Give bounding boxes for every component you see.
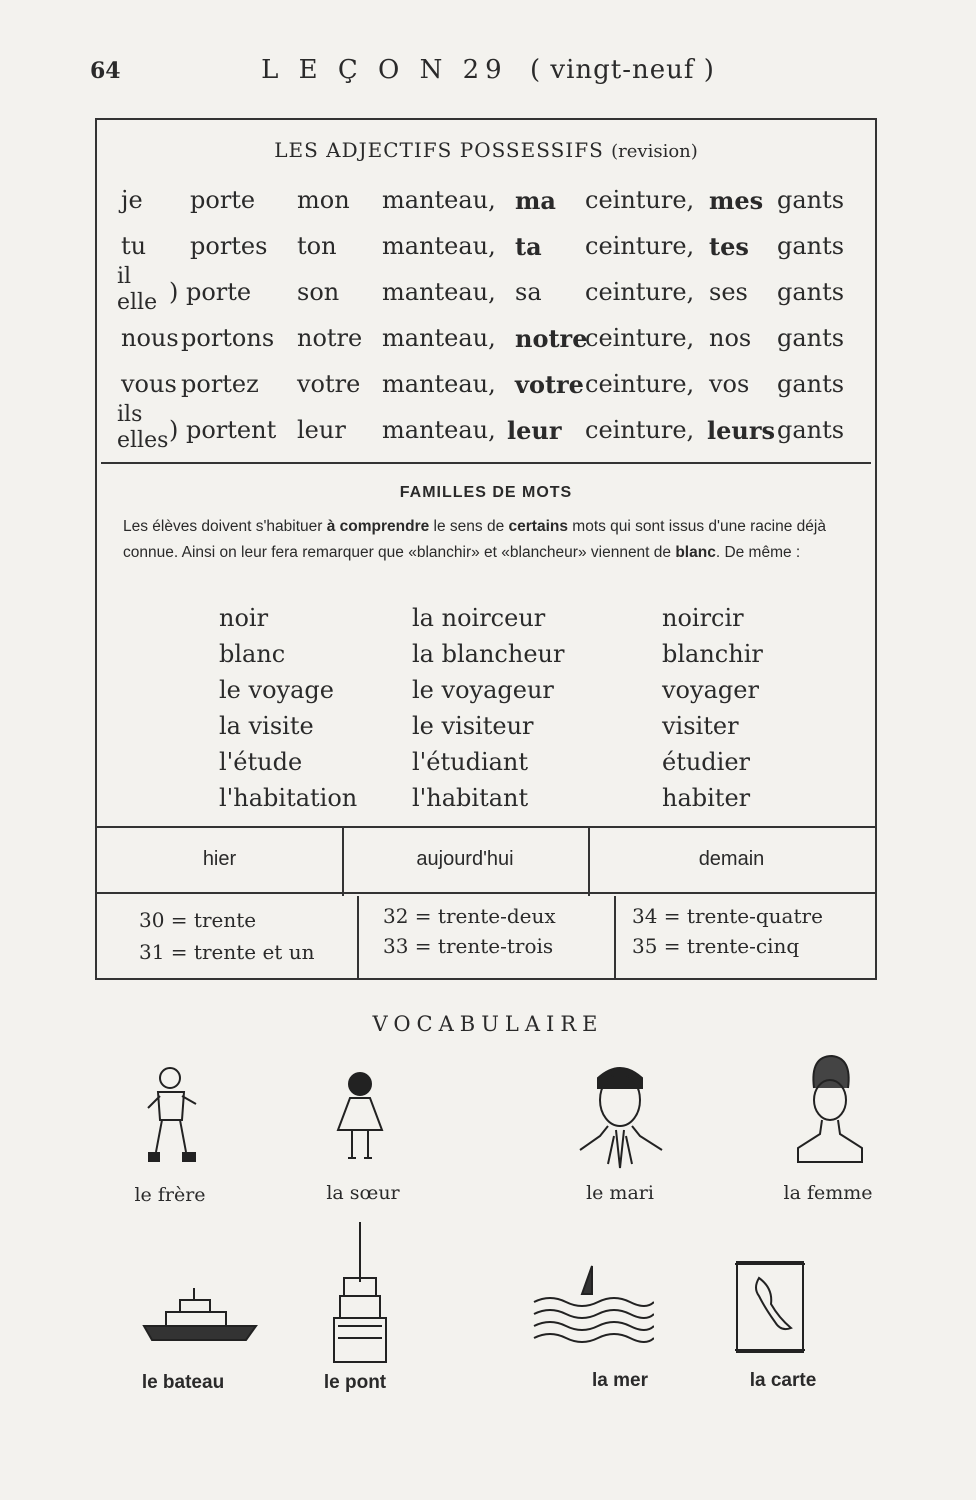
vocab-caption: le pont (323, 1372, 387, 1393)
numbers-row (97, 896, 875, 980)
famille-word: la noirceur (412, 604, 546, 632)
famille-word: le voyageur (412, 676, 554, 704)
section-divider (97, 892, 875, 894)
possessive-adjective: mes (709, 186, 764, 215)
famille-row (97, 748, 875, 784)
familles-intro (123, 514, 853, 566)
woman-illustration (790, 1052, 870, 1168)
intro-text: . De même : (715, 544, 801, 561)
days-row (97, 828, 875, 896)
pronoun: je (121, 186, 143, 214)
possessive-adjective: notre (515, 324, 588, 353)
noun: manteau, (382, 370, 496, 398)
famille-word: l'habitant (412, 784, 529, 812)
familles-title: FAMILLES DE MOTS (399, 484, 573, 501)
famille-row (97, 712, 875, 748)
verb: ) portent (169, 416, 277, 444)
number-item: 33 = trente-trois (383, 934, 554, 958)
day-aujourdhui: aujourd'hui (416, 848, 514, 870)
noun: manteau, (382, 186, 496, 214)
vocab-caption: la femme (783, 1182, 873, 1204)
possessive-adjective: ma (515, 186, 556, 215)
noun: ceinture, (585, 370, 695, 398)
possessive-adjective: ta (515, 232, 542, 261)
intro-emphasis: certains (508, 518, 568, 535)
possessif-row (97, 364, 875, 408)
famille-word: la blancheur (412, 640, 565, 668)
lesson-title-sub: ( vingt-neuf ) (529, 55, 715, 85)
possessive-adjective: vos (709, 370, 750, 398)
map-illustration (733, 1258, 807, 1358)
noun: ceinture, (585, 186, 695, 214)
noun: ceinture, (585, 232, 695, 260)
possessive-adjective: ses (709, 278, 748, 306)
noun: gants (777, 324, 845, 352)
noun: manteau, (382, 232, 496, 260)
verb: ) porte (169, 278, 252, 306)
lesson-title-main: L E Ç O N 29 (261, 55, 508, 85)
verb: portons (181, 324, 275, 352)
number-item: 30 = trente (139, 908, 257, 932)
verb: porte (190, 186, 256, 214)
vocab-caption: la mer (592, 1370, 648, 1391)
boy-illustration (132, 1062, 202, 1172)
possessive-adjective: sa (515, 278, 542, 306)
noun: ceinture, (585, 416, 695, 444)
pronoun: nous (121, 324, 179, 352)
possessive-adjective: leur (507, 416, 562, 445)
noun: manteau, (382, 416, 496, 444)
number-item: 34 = trente-quatre (632, 904, 823, 928)
possessif-row (97, 402, 875, 454)
day-demain: demain (698, 848, 765, 870)
vocab-caption: le bateau (141, 1372, 225, 1393)
possessive-adjective: leur (297, 416, 346, 444)
noun: ceinture, (585, 278, 695, 306)
vocab-caption: le mari (586, 1182, 654, 1204)
famille-word: visiter (662, 712, 739, 740)
day-hier: hier (202, 848, 237, 870)
famille-word: noircir (662, 604, 744, 632)
pronoun-pair (117, 264, 157, 316)
intro-text: le sens de (429, 518, 509, 535)
possessifs-title-note: (revision) (611, 141, 698, 162)
possessive-adjective: mon (297, 186, 350, 214)
intro-text: Les élèves doivent s'habituer (123, 518, 327, 535)
famille-word: voyager (662, 676, 759, 704)
possessive-adjective: votre (515, 370, 584, 399)
famille-word: noir (219, 604, 269, 632)
pronoun: elle (117, 290, 158, 315)
noun: gants (777, 232, 845, 260)
pronoun: tu (121, 232, 147, 260)
number-item: 31 = trente et un (139, 940, 315, 964)
noun: gants (777, 186, 845, 214)
verb: portes (190, 232, 268, 260)
pronoun: elles (117, 428, 169, 453)
section-divider (101, 462, 871, 464)
famille-word: blanchir (662, 640, 763, 668)
possessif-row (97, 180, 875, 224)
famille-word: habiter (662, 784, 751, 812)
possessif-row (97, 264, 875, 316)
sea-illustration (530, 1262, 654, 1350)
pronoun-pair (117, 402, 168, 454)
noun: manteau, (382, 278, 496, 306)
ship-deck-illustration (330, 1222, 390, 1364)
number-item: 32 = trente-deux (383, 904, 556, 928)
famille-word: le voyage (219, 676, 334, 704)
column-divider (357, 896, 359, 980)
possessif-row (97, 318, 875, 362)
vocabulaire-title: VOCABULAIRE (372, 1012, 604, 1036)
pronoun: vous (121, 370, 177, 398)
possessive-adjective: ton (297, 232, 337, 260)
verb: portez (181, 370, 259, 398)
intro-text: mots qui sont issus d'une racine déjà connue. Ainsi on leur fera remarquer que «blanchir» et «blancheur» viennent de (123, 518, 826, 561)
noun: ceinture, (585, 324, 695, 352)
famille-word: l'habitation (219, 784, 358, 812)
page-number: 64 (90, 58, 121, 84)
noun: gants (777, 278, 845, 306)
possessive-adjective: nos (709, 324, 752, 352)
possessifs-title-text: LES ADJECTIFS POSSESSIFS (274, 138, 604, 162)
intro-emphasis: blanc (675, 544, 716, 561)
possessive-adjective: votre (297, 370, 361, 398)
noun: gants (777, 370, 845, 398)
man-illustration (570, 1058, 670, 1176)
number-item: 35 = trente-cinq (632, 934, 800, 958)
column-divider (614, 896, 616, 980)
famille-word: étudier (662, 748, 751, 776)
famille-word: l'étudiant (412, 748, 529, 776)
famille-word: blanc (219, 640, 286, 668)
pronoun: il (117, 264, 132, 289)
pronoun: ils (117, 402, 143, 427)
girl-illustration (330, 1068, 390, 1168)
possessive-adjective: leurs (707, 416, 775, 445)
vocab-caption: la carte (749, 1370, 817, 1391)
noun: gants (777, 416, 845, 444)
possessif-row (97, 226, 875, 270)
famille-word: la visite (219, 712, 314, 740)
famille-row (97, 640, 875, 676)
famille-row (97, 676, 875, 712)
famille-row (97, 604, 875, 640)
famille-word: le visiteur (412, 712, 534, 740)
famille-word: l'étude (219, 748, 303, 776)
possessive-adjective: notre (297, 324, 363, 352)
vocab-caption: le frère (134, 1184, 206, 1206)
intro-emphasis: à comprendre (326, 518, 430, 535)
possessifs-title (97, 138, 875, 162)
boat-illustration (140, 1286, 260, 1346)
famille-row (97, 784, 875, 820)
possessive-adjective: son (297, 278, 340, 306)
lesson-frame (95, 118, 877, 980)
vocab-caption: la sœur (326, 1182, 400, 1204)
lesson-title (0, 55, 976, 85)
noun: manteau, (382, 324, 496, 352)
possessive-adjective: tes (709, 232, 749, 261)
